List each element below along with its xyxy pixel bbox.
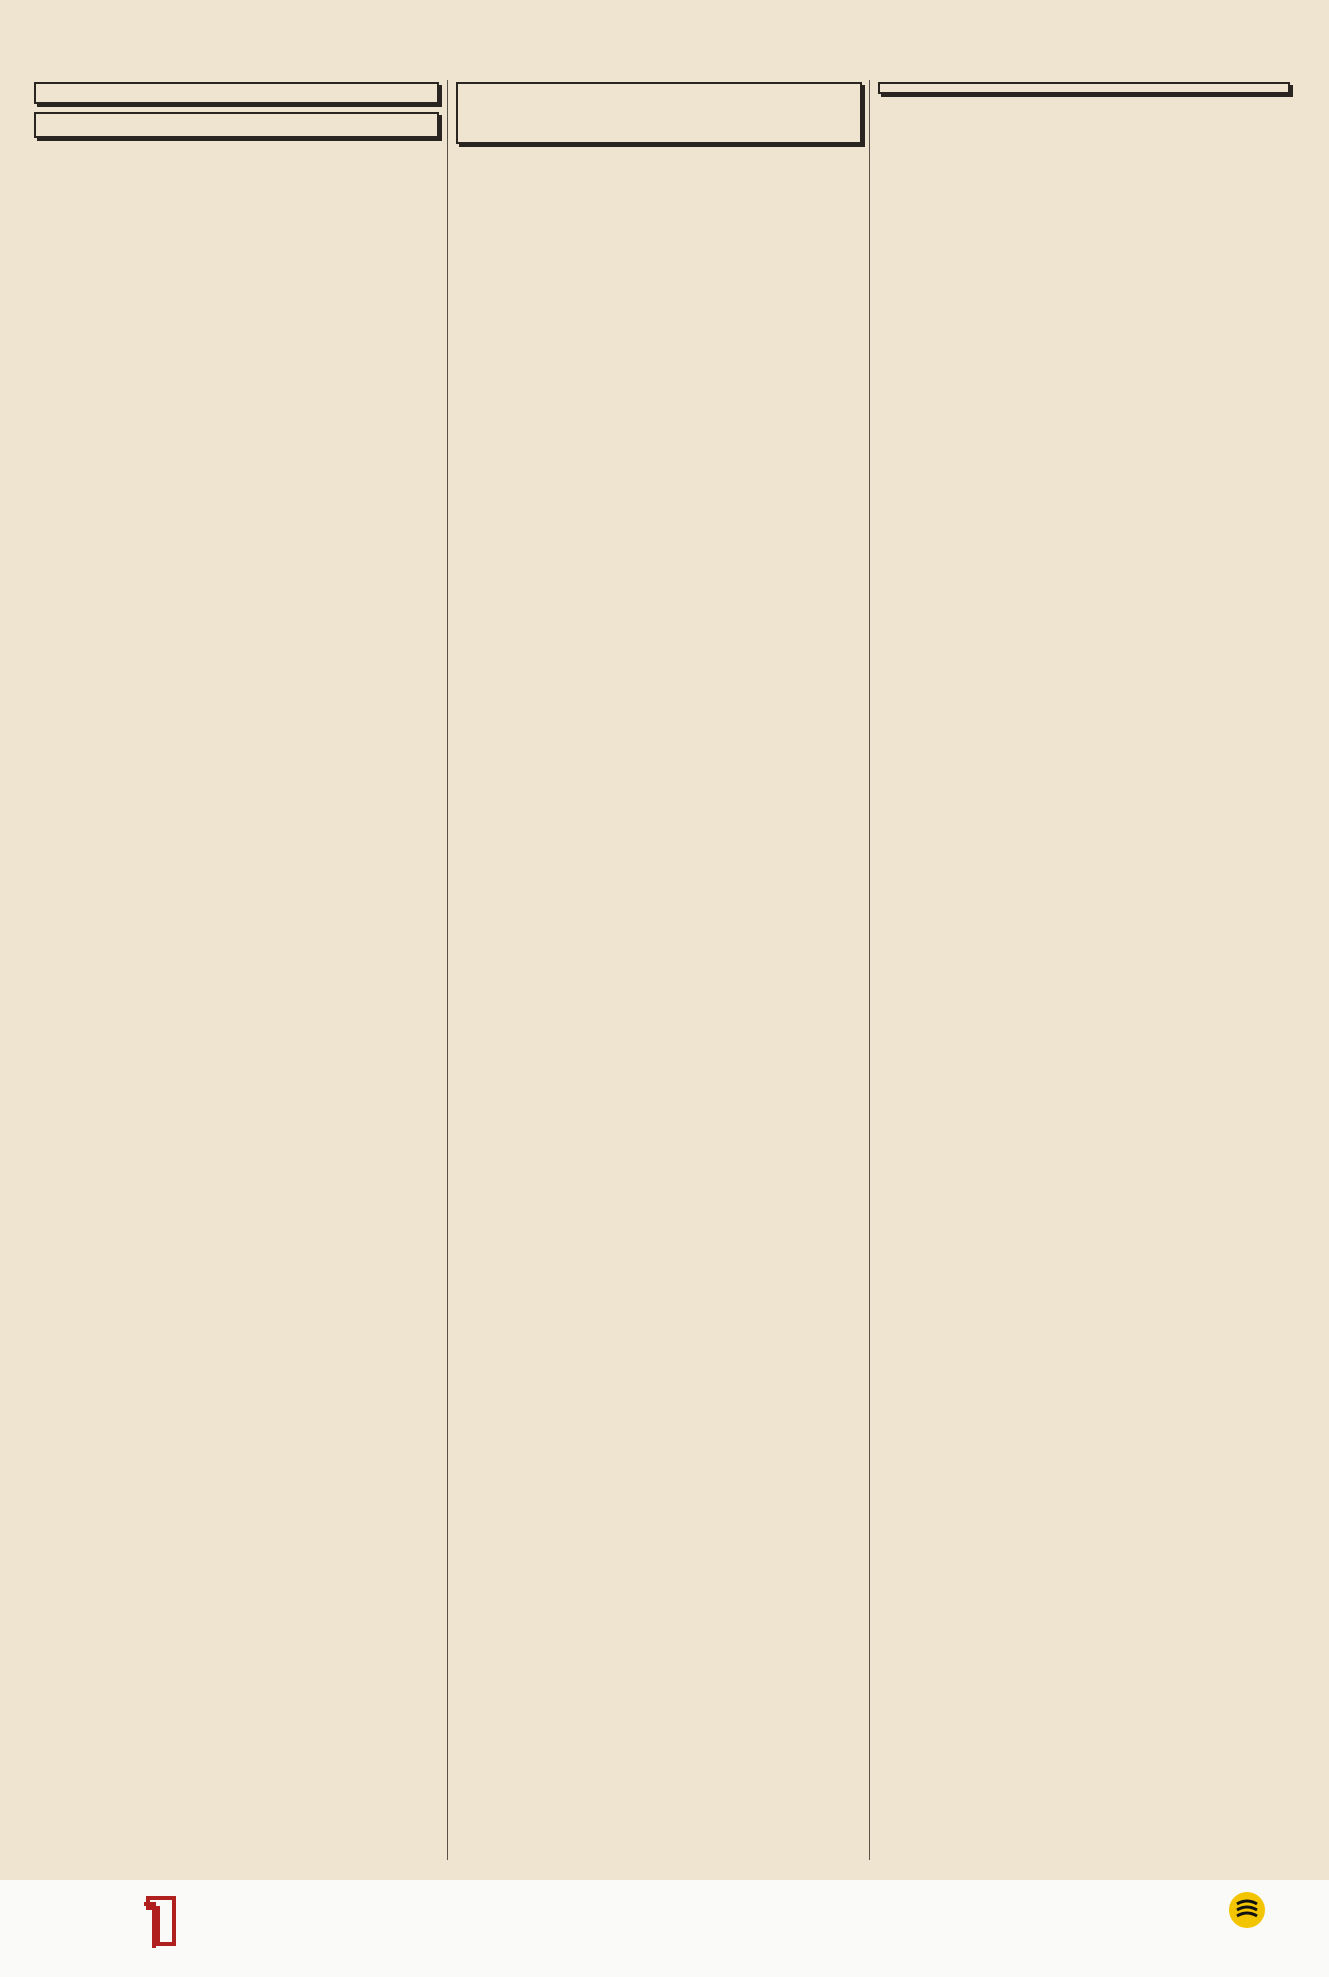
ub-mark-icon [140,1892,182,1950]
column-rule [447,80,448,1860]
ad-nikolaus-opel [34,112,439,138]
state-crest-icon [1227,1890,1267,1930]
column-3 [878,78,1290,98]
footer-bar [0,1880,1329,1977]
column-rule [869,80,870,1860]
ad-organisationsverlag [456,82,862,144]
ad-olex [34,82,439,104]
ad-ortskrankenkasse [878,82,1290,94]
column-2 [456,78,862,148]
column-1 [34,78,439,142]
funding-block [1187,1886,1307,1932]
page-header [38,36,1291,62]
